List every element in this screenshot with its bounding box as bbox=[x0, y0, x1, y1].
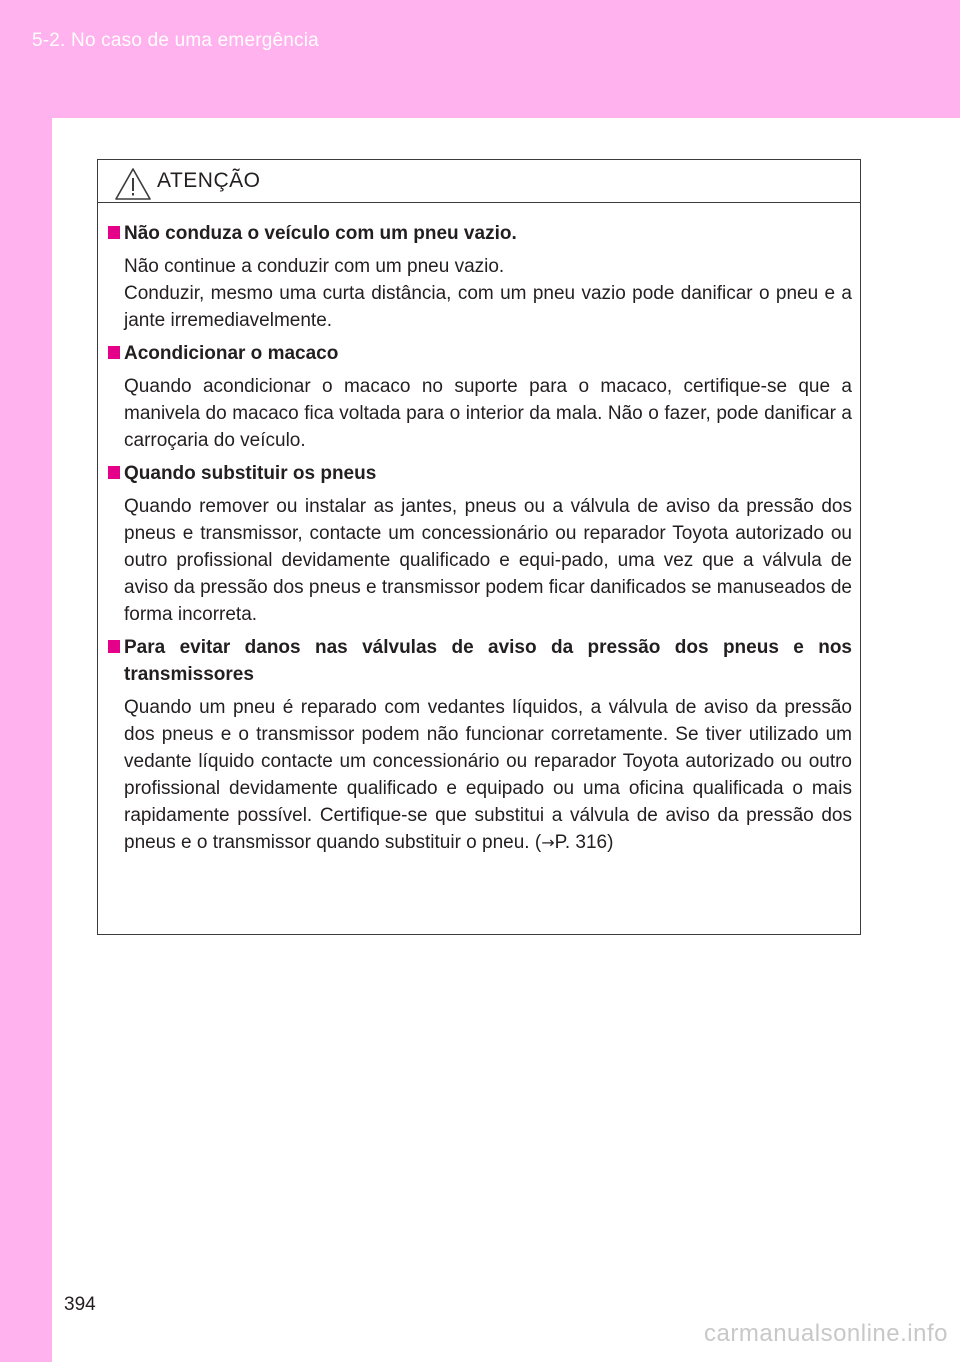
item-text bbox=[108, 694, 852, 856]
arrow-right-icon: → bbox=[541, 833, 555, 852]
item-paragraph: Não continue a conduzir com um pneu vazio. bbox=[124, 256, 505, 277]
item-paragraph: Quando acondicionar o macaco no suporte para o macaco, certifique-se que a manivela do macaco fica voltada para o interior da mala. Não o fazer, pode danificar a carroçaria do veículo. bbox=[124, 376, 852, 451]
warning-triangle-icon bbox=[114, 167, 152, 201]
section-title: 5-2. No caso de uma emergência bbox=[32, 30, 319, 51]
page-reference-link[interactable]: (→P. 316) bbox=[534, 832, 614, 853]
item-text bbox=[108, 373, 852, 454]
item-heading: Não conduza o veículo com um pneu vazio. bbox=[108, 220, 852, 247]
warning-item-jack-storage bbox=[108, 340, 852, 454]
warning-item-tire-replacement bbox=[108, 460, 852, 628]
item-paragraph: Quando um pneu é reparado com vedantes líquidos, a válvula de aviso da pressão dos pneus e o transmissor podem não funcionar corretamente. Se tiver utilizado um vedante líquido contacte um concessionário ou reparador Toyota autorizado ou outro profissional devidamente qualificado e equipado ou uma oficina qualificada o mais rapidamente possível. Certifique-se que substitui a válvula de aviso da pressão dos pneus e o transmissor quando substituir o pneu. bbox=[124, 697, 852, 853]
bullet-square-icon bbox=[108, 466, 120, 479]
item-paragraph: Quando remover ou instalar as jantes, pneus ou a válvula de aviso da pressão dos pneus e transmissor, contacte um concessionário ou reparador Toyota autorizado ou outro profissional devidamente qualificado e equi-pado, uma vez que a válvula de aviso da pressão dos pneus e transmissor podem ficar danificados se manuseados de forma incorreta. bbox=[124, 496, 852, 625]
bullet-square-icon bbox=[108, 226, 120, 239]
item-paragraph: Conduzir, mesmo uma curta distância, com um pneu vazio pode danificar o pneu e a jante irremediavelmente. bbox=[124, 283, 852, 331]
watermark: carmanualsonline.info bbox=[704, 1320, 948, 1347]
item-text bbox=[108, 253, 852, 334]
bullet-square-icon bbox=[108, 640, 120, 653]
warning-item-flat-tire bbox=[108, 220, 852, 334]
warning-box bbox=[97, 159, 861, 935]
side-band bbox=[0, 0, 52, 1362]
warning-title: ATENÇÃO bbox=[157, 169, 261, 192]
item-heading: Acondicionar o macaco bbox=[108, 340, 852, 367]
warning-item-valve-damage bbox=[108, 634, 852, 856]
item-heading: Quando substituir os pneus bbox=[108, 460, 852, 487]
item-text bbox=[108, 493, 852, 628]
item-heading: Para evitar danos nas válvulas de aviso da pressão dos pneus e nos transmissores bbox=[108, 634, 852, 688]
page-number: 394 bbox=[64, 1294, 96, 1315]
warning-body bbox=[98, 203, 860, 856]
warning-header bbox=[98, 160, 860, 203]
header-band bbox=[0, 0, 960, 118]
bullet-square-icon bbox=[108, 346, 120, 359]
